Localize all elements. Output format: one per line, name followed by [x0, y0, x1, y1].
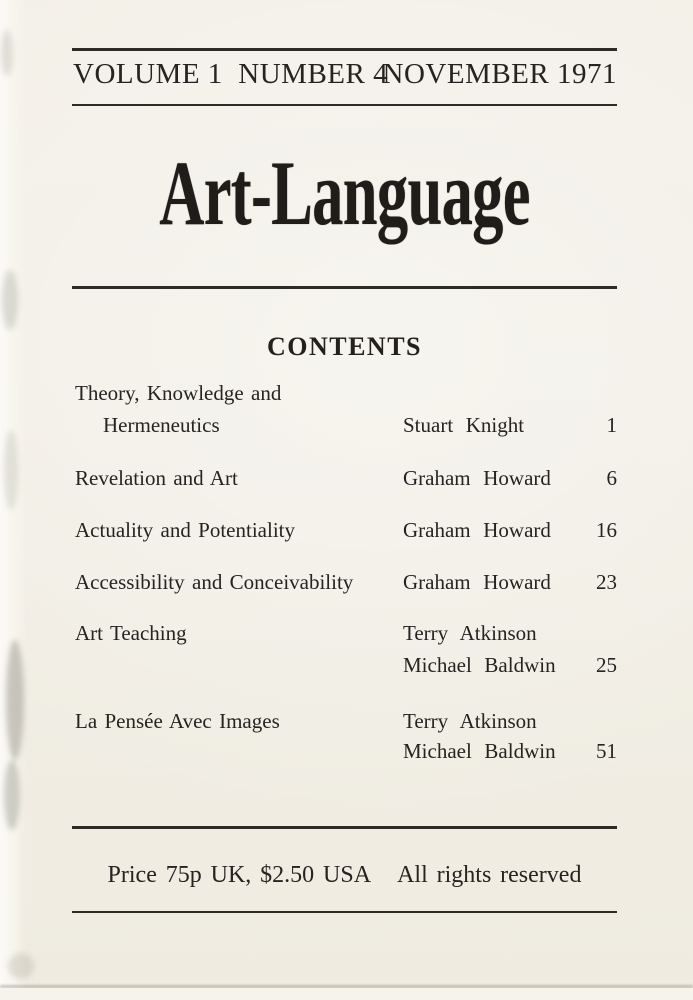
toc-title: La Pensée Avec Images: [75, 709, 280, 733]
header-rule-bottom: [72, 104, 617, 106]
toc-author: Michael Baldwin: [403, 653, 556, 677]
scan-smudge: [6, 640, 24, 760]
toc-page-number: 16: [596, 518, 617, 542]
footer-rule-bottom: [72, 911, 617, 913]
journal-title: Art-Language: [159, 142, 530, 244]
toc-author: Terry Atkinson: [403, 709, 537, 733]
toc-page-number: 25: [596, 653, 617, 677]
toc-title: Accessibility and Conceivability: [75, 570, 354, 594]
title-rule: [72, 286, 617, 289]
toc-author: Graham Howard: [403, 466, 551, 490]
footer-text: [72, 860, 617, 890]
toc-title: Revelation and Art: [75, 466, 238, 490]
price-label: Price 75p UK, $2.50 USA: [107, 862, 372, 888]
issue-date-label: NOVEMBER 1971: [382, 58, 617, 90]
toc-title: Theory, Knowledge and: [75, 381, 282, 405]
scan-bottom-paper: [0, 988, 693, 1000]
header-rule-top: [72, 48, 617, 51]
toc-author: Graham Howard: [403, 570, 551, 594]
volume-issue-label: VOLUME 1 NUMBER 4: [73, 58, 389, 90]
contents-heading: CONTENTS: [266, 332, 423, 361]
toc-page-number: 51: [596, 739, 617, 763]
toc-title: Actuality and Potentiality: [75, 518, 295, 542]
toc-author: Graham Howard: [403, 518, 551, 542]
toc-page-number: 23: [596, 570, 617, 594]
footer-rule-top: [72, 826, 617, 829]
toc-author: Stuart Knight: [403, 413, 525, 437]
scan-smudge: [1, 30, 13, 76]
toc-author: Michael Baldwin: [403, 739, 556, 763]
scan-smudge: [4, 430, 18, 510]
rights-label: All rights reserved: [397, 862, 582, 888]
toc-title: Art Teaching: [75, 621, 187, 645]
toc-page-number: 6: [606, 466, 617, 490]
toc-author: Terry Atkinson: [403, 621, 537, 645]
scan-smudge: [4, 760, 20, 830]
scan-smudge: [2, 270, 18, 330]
toc-title-continued: Hermeneutics: [103, 413, 220, 437]
scan-smudge: [8, 953, 34, 979]
toc-page-number: 1: [606, 413, 617, 437]
